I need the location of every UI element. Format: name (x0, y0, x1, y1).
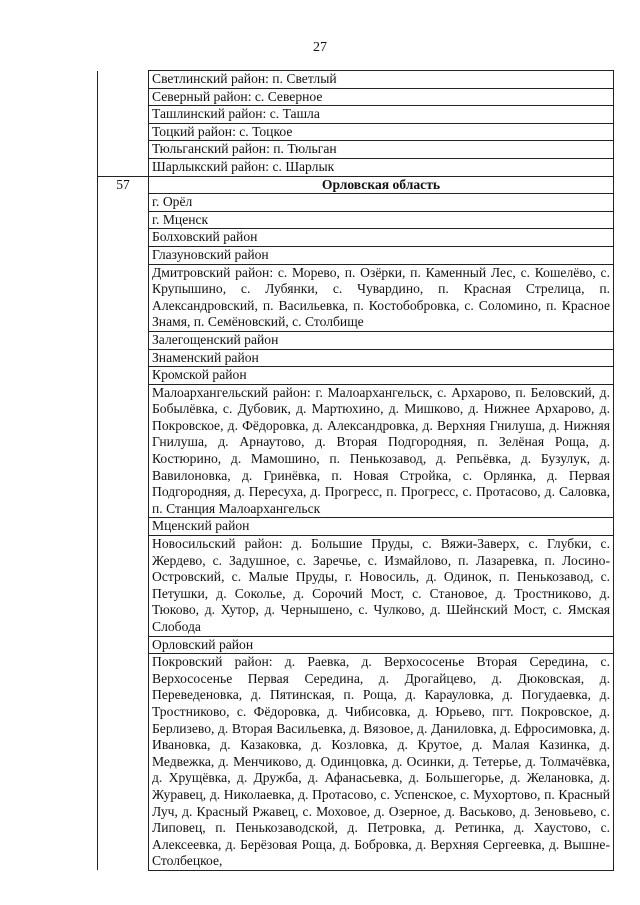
page-number: 27 (313, 40, 327, 55)
row-number-cell (98, 141, 149, 159)
row-number-cell (98, 636, 149, 654)
row-number-cell (98, 211, 149, 229)
district-cell: Покровский район: д. Раевка, д. Верхососенье Вторая Середина, с. Верхососенье Первая Середина, д. Дрогайцево, д. Дюковская, д. Переведеновка, д. Пятинская, п. Роща, д. Карауловка, д. Погудаевка, д. Тростниково, с. Фёдоровка, д. Чибисовка, д. Юрьево, пгт. Покровское, д. Берлизево, д. Вторая Васильевка, д. Вязовое, д. Даниловка, д. Ефросимовка, д. Ивановка, д. Казаковка, д. Козловка, д. Крутое, д. Малая Казинка, д. Медвежка, д. Менчиково, д. Одинцовка, д. Осинки, д. Тетерье, д. Толмачёвка, д. Хрущёвка, д. Дружба, д. Афанасьевка, д. Большегорье, д. Желановка, д. Журавец, д. Николаевка, д. Протасово, с. Успенское, с. Мухортово, п. Красный Луч, д. Красный Ржавец, с. Моховое, д. Озерное, д. Васьково, д. Зеновьево, с. Липовец, п. Пенькозаводской, д. Петровка, д. Ретинка, д. Хаустово, с. Алексеевка, д. Берёзовая Роща, д. Бобровка, д. Верхняя Сергеевка, д. Вышне-Столбецкое, (149, 654, 614, 871)
district-cell: Кромской район (149, 367, 614, 385)
settlements-table (97, 70, 614, 871)
table-row (98, 123, 614, 141)
row-number-cell (98, 194, 149, 212)
district-cell: Ташлинский район: с. Ташла (149, 106, 614, 124)
district-cell: Тоцкий район: с. Тоцкое (149, 123, 614, 141)
district-cell: г. Мценск (149, 211, 614, 229)
row-number-cell (98, 106, 149, 124)
row-number-cell (98, 384, 149, 518)
row-number-cell (98, 71, 149, 89)
table-row (98, 384, 614, 518)
table-row (98, 654, 614, 871)
row-number-cell (98, 536, 149, 637)
table-row (98, 536, 614, 637)
row-number-cell (98, 518, 149, 536)
district-cell: Новосильский район: д. Большие Пруды, с. Вяжи-Заверх, с. Глубки, с. Жердево, с. Задушное, с. Заречье, с. Измайлово, п. Лазаревка, п. Лосино-Островский, с. Малые Пруды, г. Новосиль, д. Одинок, п. Пенькозавод, с. Петушки, д. Соколье, д. Сорочий Мост, с. Становое, д. Тростниково, д. Тюково, д. Хутор, д. Чернышено, с. Чулково, д. Шейнский Мост, с. Ямская Слобода (149, 536, 614, 637)
district-cell: г. Орёл (149, 194, 614, 212)
row-number-cell (98, 349, 149, 367)
row-number-cell: 57 (98, 176, 149, 194)
table-row (98, 246, 614, 264)
row-number-cell (98, 367, 149, 385)
table-row (98, 331, 614, 349)
district-cell: Северный район: с. Северное (149, 88, 614, 106)
table-row (98, 636, 614, 654)
row-number-cell (98, 229, 149, 247)
row-number-cell (98, 158, 149, 176)
table-row (98, 367, 614, 385)
district-cell: Залегощенский район (149, 331, 614, 349)
table-row (98, 229, 614, 247)
table-row (98, 211, 614, 229)
region-heading: Орловская область (149, 176, 614, 194)
row-number-cell (98, 123, 149, 141)
row-number-cell (98, 264, 149, 331)
district-cell: Болховский район (149, 229, 614, 247)
district-cell: Светлинский район: п. Светлый (149, 71, 614, 89)
district-cell: Дмитровский район: с. Морево, п. Озёрки, п. Каменный Лес, с. Кошелёво, с. Крупышино, с. Лубянки, с. Чувардино, п. Красная Стрелица, п. Александровский, п. Васильевка, п. Костобобровка, с. Соломино, п. Красное Знамя, п. Семёновский, с. Столбище (149, 264, 614, 331)
table-row (98, 158, 614, 176)
district-cell: Глазуновский район (149, 246, 614, 264)
table-row (98, 71, 614, 89)
district-cell: Малоархангельский район: г. Малоархангельск, с. Архарово, п. Беловский, д. Бобылёвка, с. Дубовик, д. Мартюхино, д. Мишково, д. Нижнее Архарово, д. Покровское, д. Фёдоровка, д. Александровка, д. Верхняя Гнилуша, д. Нижняя Гнилуша, д. Арнаутово, д. Вторая Подгородняя, п. Зелёная Роща, д. Костюрино, д. Мамошино, п. Пенькозавод, д. Репьёвка, д. Бузулук, д. Вавилоновка, д. Гринёвка, п. Новая Стройка, с. Орлянка, д. Первая Подгородняя, д. Пересуха, д. Прогресс, п. Прогресс, с. Протасово, д. Саловка, п. Станция Малоархангельск (149, 384, 614, 518)
table-row (98, 106, 614, 124)
row-number-cell (98, 88, 149, 106)
table-row (98, 349, 614, 367)
table-row (98, 141, 614, 159)
table-row (98, 194, 614, 212)
row-number-cell (98, 331, 149, 349)
table-row (98, 176, 614, 194)
district-cell: Орловский район (149, 636, 614, 654)
district-cell: Тюльганский район: п. Тюльган (149, 141, 614, 159)
district-cell: Знаменский район (149, 349, 614, 367)
district-cell: Мценский район (149, 518, 614, 536)
row-number-cell (98, 654, 149, 871)
table-row (98, 88, 614, 106)
table-row (98, 518, 614, 536)
district-cell: Шарлыкский район: с. Шарлык (149, 158, 614, 176)
row-number-cell (98, 246, 149, 264)
table-row (98, 264, 614, 331)
